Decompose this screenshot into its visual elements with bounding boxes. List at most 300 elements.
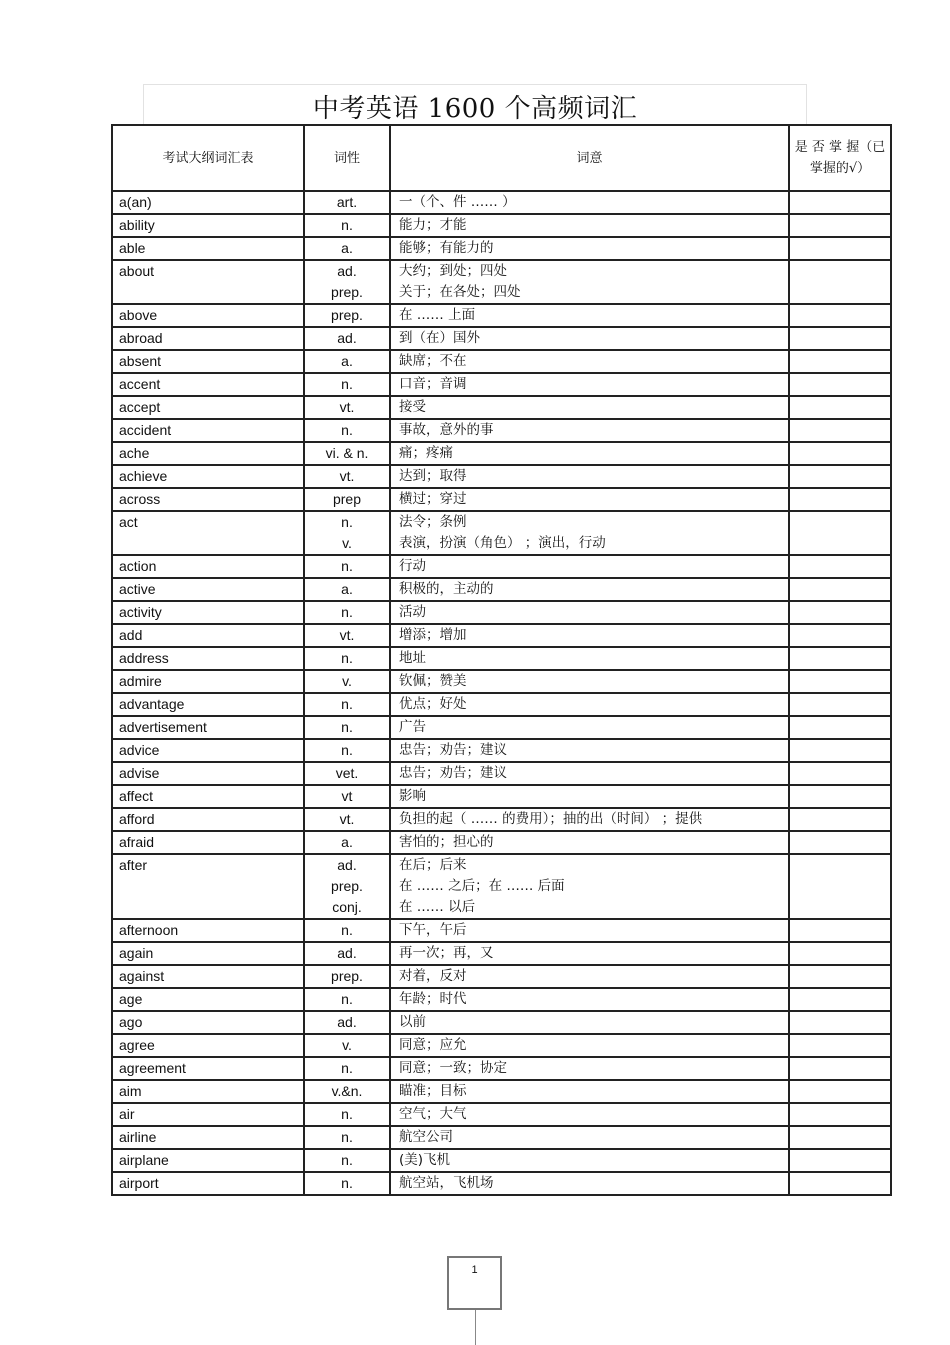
word-cell: afternoon — [112, 919, 304, 942]
mastered-checkbox-cell[interactable] — [789, 1080, 891, 1103]
word-cell: able — [112, 237, 304, 260]
meaning-cell — [390, 1057, 789, 1080]
mastered-checkbox-cell[interactable] — [789, 578, 891, 601]
table-row — [112, 1057, 891, 1080]
meaning-cell — [390, 624, 789, 647]
pos-cell — [304, 693, 390, 716]
table-row — [112, 1126, 891, 1149]
word-cell: accent — [112, 373, 304, 396]
pos-cell — [304, 327, 390, 350]
word-cell: afraid — [112, 831, 304, 854]
meaning-cell — [390, 854, 789, 919]
title-box — [143, 84, 807, 124]
pos-cell — [304, 214, 390, 237]
table-row — [112, 988, 891, 1011]
meaning-text: 缺席；不在 — [399, 353, 467, 369]
meaning-cell — [390, 214, 789, 237]
meaning-text: 积极的，主动的 — [399, 581, 494, 597]
meaning-cell — [390, 488, 789, 511]
word-cell: admire — [112, 670, 304, 693]
meaning-text: 以前 — [399, 1014, 426, 1030]
word-cell: abroad — [112, 327, 304, 350]
page-title: 中考英语 1600 个高频词汇 — [312, 94, 638, 124]
pos-cell — [304, 762, 390, 785]
header-word: 考试大纲词汇表 — [112, 125, 304, 191]
mastered-checkbox-cell[interactable] — [789, 762, 891, 785]
meaning-text: 负担的起（ …… 的费用）；抽的出（时间） ；提供 — [399, 811, 703, 827]
pos-text: a. — [341, 834, 353, 850]
mastered-checkbox-cell[interactable] — [789, 237, 891, 260]
meaning-text: 钦佩；赞美 — [399, 673, 467, 689]
word-cell: about — [112, 260, 304, 304]
pos-text: n. — [341, 217, 353, 233]
meaning-text: 航空站，飞机场 — [399, 1175, 494, 1191]
pos-text: conj. — [332, 899, 362, 915]
pos-text: vt. — [339, 811, 355, 827]
meaning-cell — [390, 942, 789, 965]
mastered-checkbox-cell[interactable] — [789, 831, 891, 854]
mastered-checkbox-cell[interactable] — [789, 1126, 891, 1149]
meaning-text: 增添；增加 — [399, 627, 467, 643]
pos-text: prep. — [331, 968, 363, 984]
pos-text: ad. — [337, 945, 357, 961]
pos-cell — [304, 260, 390, 304]
table-row — [112, 350, 891, 373]
table-row — [112, 919, 891, 942]
mastered-checkbox-cell[interactable] — [789, 670, 891, 693]
table-row — [112, 373, 891, 396]
pos-cell — [304, 1126, 390, 1149]
pos-text: a. — [341, 581, 353, 597]
table-row — [112, 965, 891, 988]
pos-cell — [304, 191, 390, 214]
pos-cell — [304, 578, 390, 601]
mastered-checkbox-cell[interactable] — [789, 396, 891, 419]
word-cell: air — [112, 1103, 304, 1126]
meaning-text: 一（个、件 …… ） — [399, 194, 516, 210]
mastered-checkbox-cell[interactable] — [789, 647, 891, 670]
pos-cell — [304, 808, 390, 831]
pos-text: n. — [341, 742, 353, 758]
table-row — [112, 488, 891, 511]
pos-cell — [304, 373, 390, 396]
pos-text: n. — [341, 696, 353, 712]
pos-cell — [304, 1149, 390, 1172]
meaning-text: 忠告；劝告；建议 — [399, 742, 507, 758]
pos-cell — [304, 1080, 390, 1103]
pos-cell — [304, 988, 390, 1011]
mastered-checkbox-cell[interactable] — [789, 716, 891, 739]
word-cell: action — [112, 555, 304, 578]
pos-text: vt. — [339, 468, 355, 484]
pos-text: a. — [341, 240, 353, 256]
pos-text: prep. — [331, 878, 363, 894]
page-number-box — [447, 1256, 502, 1310]
page-number: 1 — [471, 1264, 478, 1276]
pos-cell — [304, 716, 390, 739]
pos-text: v.&n. — [331, 1083, 363, 1099]
table-row — [112, 304, 891, 327]
page-number-stem — [475, 1310, 476, 1345]
word-cell: ago — [112, 1011, 304, 1034]
mastered-checkbox-cell[interactable] — [789, 442, 891, 465]
meaning-text: 事故，意外的事 — [399, 422, 494, 438]
table-row — [112, 647, 891, 670]
table-header-row — [112, 125, 891, 191]
meaning-cell — [390, 1103, 789, 1126]
pos-cell — [304, 1103, 390, 1126]
meaning-cell — [390, 260, 789, 304]
word-cell: act — [112, 511, 304, 555]
meaning-cell — [390, 831, 789, 854]
table-row — [112, 785, 891, 808]
word-cell: activity — [112, 601, 304, 624]
mastered-checkbox-cell[interactable] — [789, 965, 891, 988]
meaning-text: 在 …… 之后；在 …… 后面 — [399, 878, 565, 894]
meaning-text: (美)飞机 — [399, 1152, 451, 1168]
meaning-text: 横过；穿过 — [399, 491, 467, 507]
pos-text: n. — [341, 719, 353, 735]
mastered-checkbox-cell[interactable] — [789, 511, 891, 555]
pos-cell — [304, 555, 390, 578]
table-row — [112, 942, 891, 965]
mastered-checkbox-cell[interactable] — [789, 1172, 891, 1195]
meaning-text: 在 …… 以后 — [399, 899, 476, 915]
pos-cell — [304, 442, 390, 465]
table-row — [112, 624, 891, 647]
table-row — [112, 465, 891, 488]
meaning-text: 年龄；时代 — [399, 991, 467, 1007]
pos-text: n. — [341, 1106, 353, 1122]
pos-cell — [304, 965, 390, 988]
pos-text: n. — [341, 376, 353, 392]
table-row — [112, 1011, 891, 1034]
mastered-checkbox-cell[interactable] — [789, 419, 891, 442]
pos-text: n. — [341, 922, 353, 938]
meaning-cell — [390, 511, 789, 555]
meaning-text: 活动 — [399, 604, 426, 620]
table-row — [112, 693, 891, 716]
pos-cell — [304, 396, 390, 419]
meaning-cell — [390, 739, 789, 762]
pos-cell — [304, 854, 390, 919]
pos-cell — [304, 647, 390, 670]
word-cell: affect — [112, 785, 304, 808]
meaning-cell — [390, 465, 789, 488]
word-cell: again — [112, 942, 304, 965]
pos-text: n. — [341, 1060, 353, 1076]
pos-cell — [304, 1057, 390, 1080]
meaning-text: 同意；应允 — [399, 1037, 467, 1053]
pos-text: vt. — [339, 627, 355, 643]
table-row — [112, 1080, 891, 1103]
pos-cell — [304, 465, 390, 488]
pos-text: n. — [341, 991, 353, 1007]
meaning-cell — [390, 191, 789, 214]
pos-cell — [304, 785, 390, 808]
word-cell: achieve — [112, 465, 304, 488]
meaning-text: 痛；疼痛 — [399, 445, 453, 461]
table-row — [112, 1172, 891, 1195]
table-row — [112, 191, 891, 214]
table-body — [112, 191, 891, 1195]
pos-text: prep — [332, 491, 362, 507]
meaning-text: 行动 — [399, 558, 426, 574]
pos-text: v. — [342, 535, 352, 551]
word-cell: advertisement — [112, 716, 304, 739]
mastered-checkbox-cell[interactable] — [789, 739, 891, 762]
pos-cell — [304, 511, 390, 555]
meaning-cell — [390, 670, 789, 693]
pos-text: n. — [341, 1175, 353, 1191]
word-cell: agree — [112, 1034, 304, 1057]
table-row — [112, 1034, 891, 1057]
vocabulary-table — [111, 124, 892, 1196]
table-row — [112, 442, 891, 465]
meaning-cell — [390, 396, 789, 419]
mastered-checkbox-cell[interactable] — [789, 260, 891, 304]
pos-text: n. — [341, 558, 353, 574]
table-row — [112, 511, 891, 555]
meaning-cell — [390, 785, 789, 808]
pos-cell — [304, 488, 390, 511]
mastered-checkbox-cell[interactable] — [789, 214, 891, 237]
pos-text: art. — [336, 194, 358, 210]
meaning-text: 航空公司 — [399, 1129, 453, 1145]
meaning-text: 地址 — [399, 650, 426, 666]
meaning-cell — [390, 578, 789, 601]
table-row — [112, 854, 891, 919]
pos-text: n. — [341, 514, 353, 530]
word-cell: address — [112, 647, 304, 670]
word-cell: after — [112, 854, 304, 919]
meaning-text: 在后；后来 — [399, 857, 467, 873]
table-row — [112, 555, 891, 578]
pos-text: prep. — [331, 284, 363, 300]
meaning-text: 同意；一致；协定 — [399, 1060, 507, 1076]
header-meaning: 词意 — [390, 125, 789, 191]
meaning-text: 空气；大气 — [399, 1106, 467, 1122]
word-cell: advantage — [112, 693, 304, 716]
pos-cell — [304, 237, 390, 260]
pos-text: ad. — [337, 857, 357, 873]
word-cell: advice — [112, 739, 304, 762]
meaning-cell — [390, 988, 789, 1011]
word-cell: against — [112, 965, 304, 988]
pos-cell — [304, 350, 390, 373]
table-row — [112, 716, 891, 739]
mastered-checkbox-cell[interactable] — [789, 808, 891, 831]
word-cell: a(an) — [112, 191, 304, 214]
meaning-text: 瞄准；目标 — [399, 1083, 467, 1099]
table-row — [112, 808, 891, 831]
mastered-checkbox-cell[interactable] — [789, 465, 891, 488]
mastered-checkbox-cell[interactable] — [789, 854, 891, 919]
mastered-checkbox-cell[interactable] — [789, 1034, 891, 1057]
mastered-checkbox-cell[interactable] — [789, 693, 891, 716]
meaning-text: 优点；好处 — [399, 696, 467, 712]
word-cell: accept — [112, 396, 304, 419]
word-cell: afford — [112, 808, 304, 831]
table-row — [112, 578, 891, 601]
word-cell: accident — [112, 419, 304, 442]
meaning-cell — [390, 304, 789, 327]
pos-text: n. — [341, 1129, 353, 1145]
mastered-checkbox-cell[interactable] — [789, 919, 891, 942]
meaning-text: 口音；音调 — [399, 376, 467, 392]
pos-text: n. — [341, 1152, 353, 1168]
meaning-text: 害怕的；担心的 — [399, 834, 494, 850]
meaning-text: 影响 — [399, 788, 426, 804]
mastered-checkbox-cell[interactable] — [789, 191, 891, 214]
meaning-cell — [390, 442, 789, 465]
meaning-text: 达到；取得 — [399, 468, 467, 484]
pos-cell — [304, 624, 390, 647]
meaning-text: 广告 — [399, 719, 426, 735]
table-row — [112, 670, 891, 693]
header-mastered: 是 否 掌 握（已掌握的√） — [789, 125, 891, 191]
meaning-cell — [390, 555, 789, 578]
table-row — [112, 601, 891, 624]
meaning-text: 对着，反对 — [399, 968, 467, 984]
meaning-cell — [390, 693, 789, 716]
meaning-cell — [390, 1011, 789, 1034]
meaning-text: 接受 — [399, 399, 426, 415]
pos-text: n. — [341, 604, 353, 620]
meaning-cell — [390, 350, 789, 373]
pos-text: v. — [342, 1037, 352, 1053]
pos-cell — [304, 942, 390, 965]
word-cell: age — [112, 988, 304, 1011]
pos-text: prep. — [331, 307, 363, 323]
meaning-cell — [390, 808, 789, 831]
word-cell: agreement — [112, 1057, 304, 1080]
mastered-checkbox-cell[interactable] — [789, 1149, 891, 1172]
meaning-cell — [390, 965, 789, 988]
meaning-cell — [390, 237, 789, 260]
table-row — [112, 214, 891, 237]
meaning-text: 能力；才能 — [399, 217, 467, 233]
meaning-cell — [390, 601, 789, 624]
pos-text: vt — [341, 788, 353, 804]
mastered-checkbox-cell[interactable] — [789, 350, 891, 373]
meaning-text: 下午，午后 — [399, 922, 467, 938]
meaning-text: 到（在）国外 — [399, 330, 480, 346]
word-cell: airport — [112, 1172, 304, 1195]
table-row — [112, 1149, 891, 1172]
meaning-text: 忠告；劝告；建议 — [399, 765, 507, 781]
meaning-text: 再一次；再，又 — [399, 945, 494, 961]
pos-text: n. — [341, 650, 353, 666]
header-pos: 词性 — [304, 125, 390, 191]
meaning-cell — [390, 1126, 789, 1149]
table-row — [112, 396, 891, 419]
mastered-checkbox-cell[interactable] — [789, 988, 891, 1011]
mastered-checkbox-cell[interactable] — [789, 1057, 891, 1080]
word-cell: advise — [112, 762, 304, 785]
word-cell: airplane — [112, 1149, 304, 1172]
mastered-checkbox-cell[interactable] — [789, 555, 891, 578]
pos-cell — [304, 670, 390, 693]
meaning-cell — [390, 1034, 789, 1057]
word-cell: active — [112, 578, 304, 601]
mastered-checkbox-cell[interactable] — [789, 488, 891, 511]
pos-text: n. — [341, 422, 353, 438]
meaning-cell — [390, 419, 789, 442]
word-cell: aim — [112, 1080, 304, 1103]
meaning-cell — [390, 716, 789, 739]
mastered-checkbox-cell[interactable] — [789, 1011, 891, 1034]
meaning-cell — [390, 373, 789, 396]
meaning-text: 法令；条例 — [399, 514, 467, 530]
pos-cell — [304, 739, 390, 762]
table-row — [112, 831, 891, 854]
word-cell: ache — [112, 442, 304, 465]
mastered-checkbox-cell[interactable] — [789, 601, 891, 624]
pos-cell — [304, 1011, 390, 1034]
pos-cell — [304, 831, 390, 854]
mastered-checkbox-cell[interactable] — [789, 373, 891, 396]
meaning-text: 表演，扮演（角色） ；演出，行动 — [399, 535, 606, 551]
pos-cell — [304, 1034, 390, 1057]
table-row — [112, 739, 891, 762]
word-cell: add — [112, 624, 304, 647]
word-cell: ability — [112, 214, 304, 237]
word-cell: across — [112, 488, 304, 511]
pos-text: ad. — [337, 1014, 357, 1030]
pos-text: vt. — [339, 399, 355, 415]
mastered-checkbox-cell[interactable] — [789, 1103, 891, 1126]
pos-text: vi. & n. — [325, 445, 369, 461]
pos-cell — [304, 601, 390, 624]
table-row — [112, 237, 891, 260]
meaning-cell — [390, 1080, 789, 1103]
pos-text: a. — [341, 353, 353, 369]
meaning-cell — [390, 919, 789, 942]
pos-text: vet. — [335, 765, 359, 781]
mastered-checkbox-cell[interactable] — [789, 304, 891, 327]
pos-cell — [304, 1172, 390, 1195]
word-cell: absent — [112, 350, 304, 373]
meaning-cell — [390, 327, 789, 350]
pos-text: ad. — [337, 263, 357, 279]
table-row — [112, 419, 891, 442]
mastered-checkbox-cell[interactable] — [789, 327, 891, 350]
meaning-text: 能够；有能力的 — [399, 240, 494, 256]
word-cell: airline — [112, 1126, 304, 1149]
pos-cell — [304, 919, 390, 942]
pos-text: v. — [342, 673, 352, 689]
pos-cell — [304, 304, 390, 327]
word-cell: above — [112, 304, 304, 327]
meaning-cell — [390, 1172, 789, 1195]
table-row — [112, 762, 891, 785]
mastered-checkbox-cell[interactable] — [789, 942, 891, 965]
mastered-checkbox-cell[interactable] — [789, 785, 891, 808]
meaning-text: 大约；到处；四处 — [399, 263, 507, 279]
table-row — [112, 260, 891, 304]
table-row — [112, 327, 891, 350]
pos-text: ad. — [337, 330, 357, 346]
table-row — [112, 1103, 891, 1126]
meaning-cell — [390, 762, 789, 785]
mastered-checkbox-cell[interactable] — [789, 624, 891, 647]
meaning-text: 关于；在各处；四处 — [399, 284, 521, 300]
meaning-text: 在 …… 上面 — [399, 307, 476, 323]
pos-cell — [304, 419, 390, 442]
meaning-cell — [390, 1149, 789, 1172]
meaning-cell — [390, 647, 789, 670]
